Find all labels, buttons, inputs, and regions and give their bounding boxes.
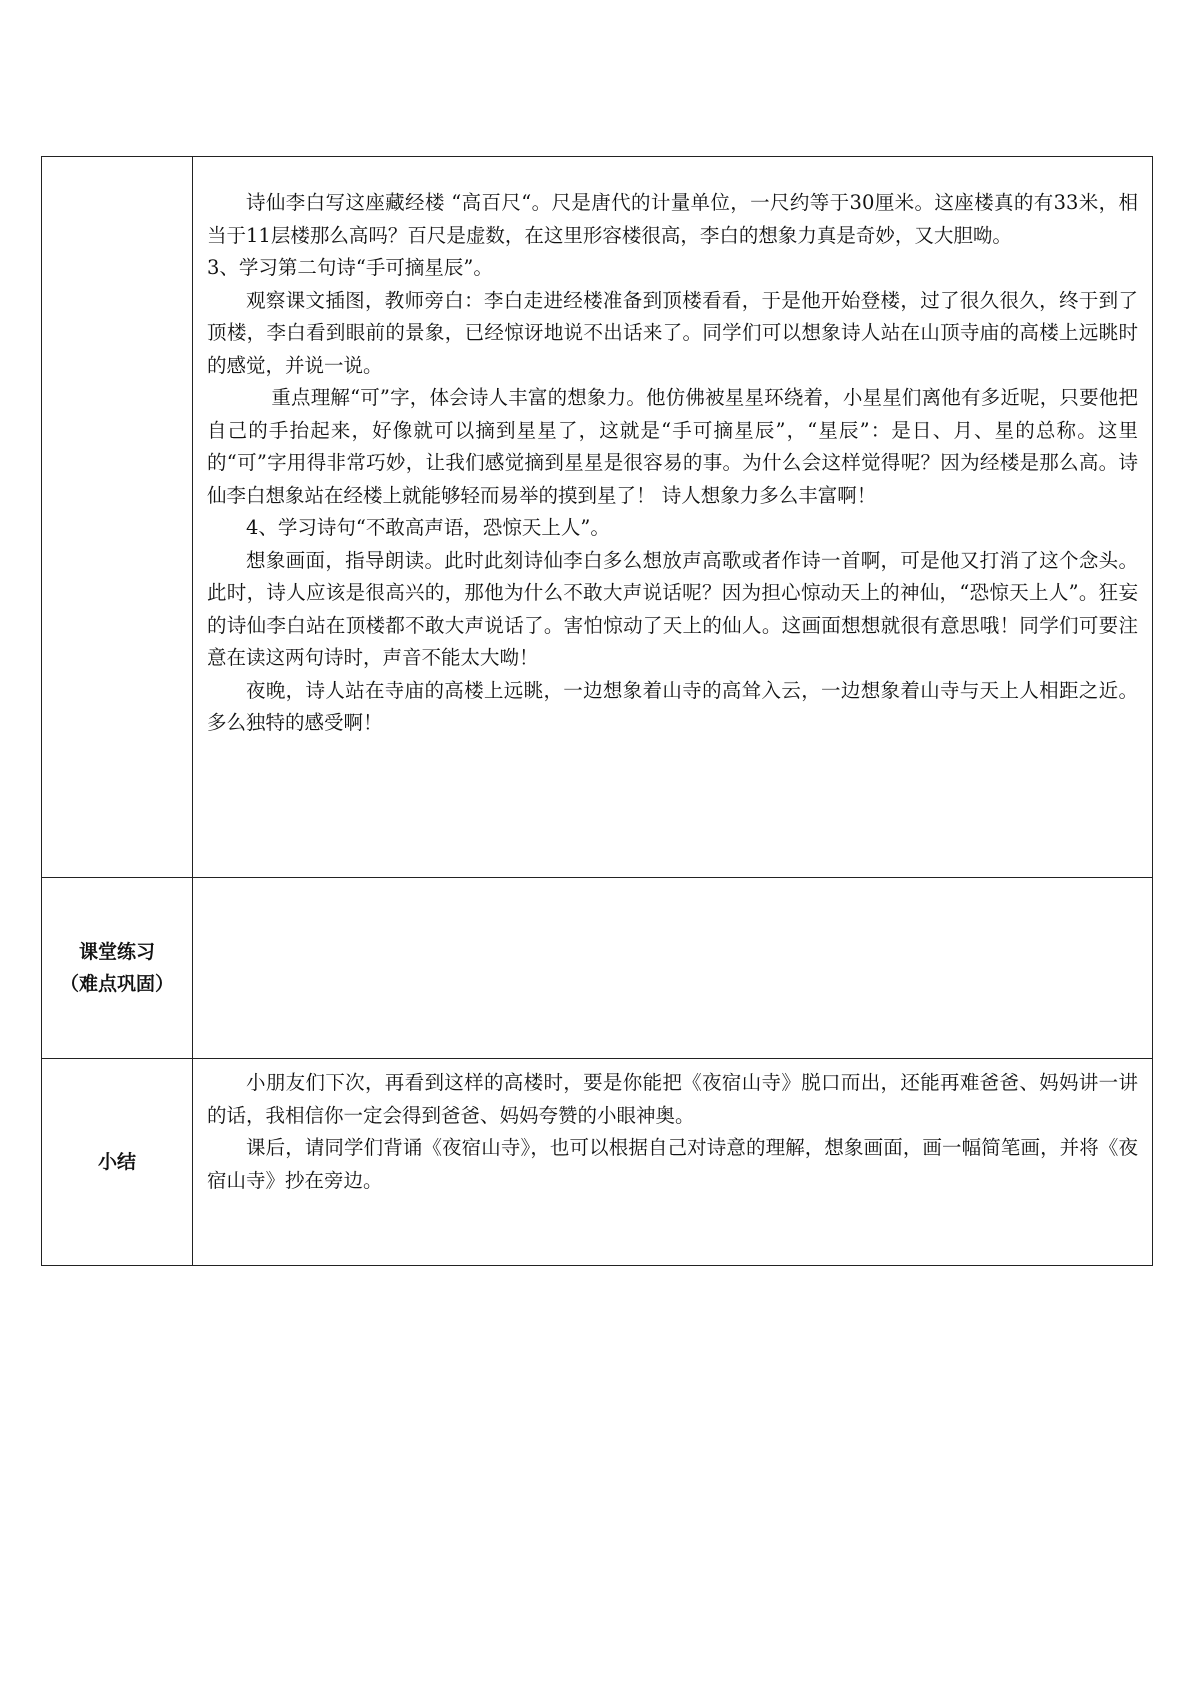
paragraph-imagine-scene: 想象画面，指导朗读。此时此刻诗仙李白多么想放声高歌或者作诗一首啊，可是他又打消了这个念头。此时，诗人应该是很高兴的，那他为什么不敢大声说话呢？因为担心惊动天上的神仙，“恐惊天上人”。狂妄的诗仙李白站在顶楼都不敢大声说话了。害怕惊动了天上的仙人。这画面想想就很有意思哦！同学们可要注意在读这两句诗时，声音不能太大呦！ <box>207 548 1138 669</box>
paragraph-step-3-heading: 3、学习第二句诗“手可摘星辰”。 <box>207 256 493 279</box>
paragraph-night-view: 夜晚，诗人站在寺庙的高楼上远眺，一边想象着山寺的高耸入云，一边想象着山寺与天上人相距之近。多么独特的感受啊！ <box>207 678 1138 734</box>
classroom-practice-label <box>42 878 193 1059</box>
summary-row <box>42 1059 1153 1266</box>
classroom-practice-title: 课堂练习 <box>78 941 155 963</box>
classroom-practice-row <box>42 878 1153 1059</box>
paragraph-summary-homework: 课后，请同学们背诵《夜宿山寺》，也可以根据自己对诗意的理解，想象画面，画一幅简笔画，并将《夜宿山寺》抄在旁边。 <box>207 1136 1138 1192</box>
paragraph-key-word-ke: 重点理解“可”字，体会诗人丰富的想象力。他仿佛被星星环绕着，小星星们离他有多近呢，只要他把自己的手抬起来，好像就可以摘到星星了，这就是“手可摘星辰”，“星辰”：是日、月、星的总称。这里的“可”字用得非常巧妙，让我们感觉摘到星星是很容易的事。为什么会这样觉得呢？因为经楼是那么高。诗仙李白想象站在经楼上就能够轻而易举的摸到星了！ 诗人想象力多么丰富啊！ <box>207 386 1138 507</box>
paragraph-tower-height: 诗仙李白写这座藏经楼 “高百尺“。尺是唐代的计量单位，一尺约等于30厘米。这座楼真的有33米，相当于11层楼那么高吗？百尺是虚数，在这里形容楼很高，李白的想象力真是奇妙，又大胆呦。 <box>207 191 1138 247</box>
classroom-practice-subtitle: （难点巩固） <box>59 973 174 995</box>
summary-content <box>193 1059 1153 1266</box>
teaching-process-label <box>42 157 193 878</box>
classroom-practice-content <box>193 878 1153 1059</box>
summary-label: 小结 <box>42 1059 193 1266</box>
teaching-process-row <box>42 157 1153 878</box>
paragraph-step-4-heading: 4、学习诗句“不敢高声语，恐惊天上人”。 <box>246 516 610 539</box>
lesson-plan-table <box>41 156 1153 1266</box>
teaching-process-content <box>193 157 1153 878</box>
paragraph-observe-illustration: 观察课文插图，教师旁白：李白走进经楼准备到顶楼看看，于是他开始登楼，过了很久很久，终于到了顶楼，李白看到眼前的景象，已经惊讶地说不出话来了。同学们可以想象诗人站在山顶寺庙的高楼上远眺时的感觉，并说一说。 <box>207 288 1138 377</box>
paragraph-summary-praise: 小朋友们下次，再看到这样的高楼时，要是你能把《夜宿山寺》脱口而出，还能再难爸爸、妈妈讲一讲的话，我相信你一定会得到爸爸、妈妈夸赞的小眼神奥。 <box>207 1071 1138 1127</box>
